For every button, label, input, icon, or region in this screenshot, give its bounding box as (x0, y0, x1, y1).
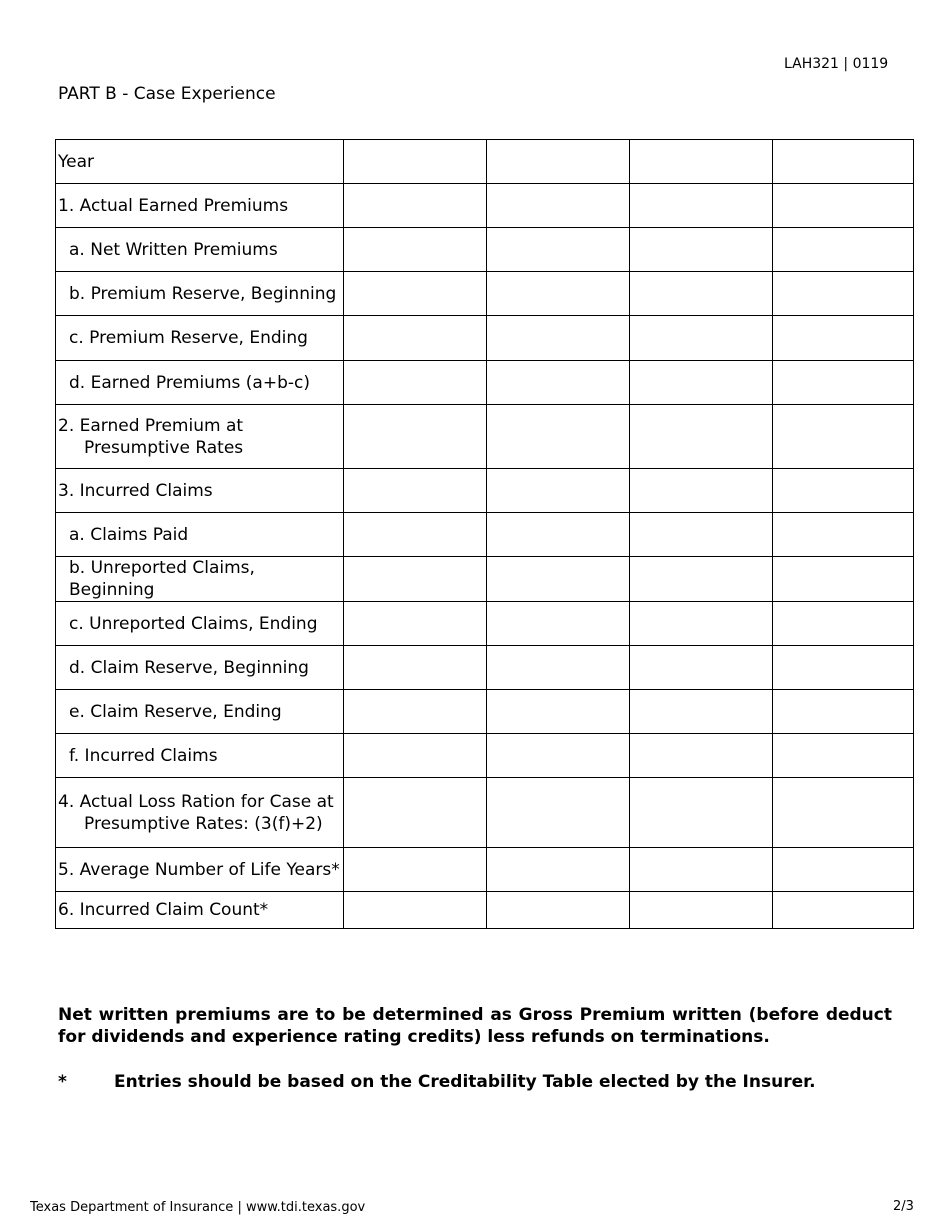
table-row (56, 646, 914, 690)
row-label: 1. Actual Earned Premiums (58, 195, 289, 216)
row-label-cell (56, 228, 344, 272)
entry-cell[interactable] (344, 513, 487, 557)
row-label-cell (56, 272, 344, 316)
entry-cell[interactable] (773, 646, 914, 690)
entry-cell[interactable] (344, 734, 487, 778)
table-row (56, 734, 914, 778)
entry-cell[interactable] (487, 690, 630, 734)
row-label-cell (56, 405, 344, 469)
entry-cell[interactable] (344, 316, 487, 361)
entry-cell[interactable] (344, 228, 487, 272)
entry-cell[interactable] (630, 469, 773, 513)
asterisk-marker: * (58, 1072, 67, 1092)
table-row (56, 690, 914, 734)
entry-cell[interactable] (773, 557, 914, 602)
entry-cell[interactable] (344, 140, 487, 184)
table-row (56, 184, 914, 228)
entry-cell[interactable] (773, 778, 914, 848)
row-label-cell (56, 892, 344, 929)
row-label-continued: Presumptive Rates (84, 437, 244, 458)
row-label: c. Unreported Claims, Ending (69, 613, 318, 634)
entry-cell[interactable] (773, 140, 914, 184)
row-label-cell (56, 140, 344, 184)
entry-cell[interactable] (344, 361, 487, 405)
entry-cell[interactable] (630, 557, 773, 602)
creditability-note-text: Entries should be based on the Creditability Table elected by the Insurer. (114, 1072, 816, 1092)
entry-cell[interactable] (344, 848, 487, 892)
entry-cell[interactable] (487, 892, 630, 929)
entry-cell[interactable] (487, 469, 630, 513)
entry-cell[interactable] (773, 272, 914, 316)
table-row (56, 513, 914, 557)
entry-cell[interactable] (630, 184, 773, 228)
table-row (56, 316, 914, 361)
row-label: e. Claim Reserve, Ending (69, 701, 282, 722)
entry-cell[interactable] (630, 848, 773, 892)
entry-cell[interactable] (630, 272, 773, 316)
row-label: f. Incurred Claims (69, 745, 218, 766)
row-label-cell (56, 734, 344, 778)
row-label-cell (56, 361, 344, 405)
case-experience-table (55, 139, 914, 929)
entry-cell[interactable] (773, 602, 914, 646)
entry-cell[interactable] (630, 361, 773, 405)
row-label: a. Net Written Premiums (69, 239, 278, 260)
table-row (56, 228, 914, 272)
row-label: b. Premium Reserve, Beginning (69, 283, 337, 304)
table-row (56, 469, 914, 513)
table-row (56, 140, 914, 184)
entry-cell[interactable] (773, 405, 914, 469)
entry-cell[interactable] (344, 272, 487, 316)
entry-cell[interactable] (630, 513, 773, 557)
entry-cell[interactable] (344, 557, 487, 602)
row-label-cell (56, 646, 344, 690)
entry-cell[interactable] (773, 513, 914, 557)
row-label-cell (56, 184, 344, 228)
creditability-note (58, 1071, 892, 1093)
row-label: Year (58, 151, 94, 172)
entry-cell[interactable] (773, 361, 914, 405)
entry-cell[interactable] (487, 513, 630, 557)
row-label: 6. Incurred Claim Count* (58, 900, 269, 920)
entry-cell[interactable] (344, 690, 487, 734)
row-label: c. Premium Reserve, Ending (69, 328, 308, 348)
row-label-cell (56, 316, 344, 361)
row-label: 2. Earned Premium at (58, 415, 244, 436)
entry-cell[interactable] (487, 228, 630, 272)
entry-cell[interactable] (630, 778, 773, 848)
entry-cell[interactable] (344, 602, 487, 646)
table-row (56, 557, 914, 602)
row-label-cell (56, 513, 344, 557)
entry-cell[interactable] (487, 272, 630, 316)
table-row (56, 405, 914, 469)
entry-cell[interactable] (773, 892, 914, 929)
entry-cell[interactable] (773, 734, 914, 778)
entry-cell[interactable] (487, 848, 630, 892)
row-label: 5. Average Number of Life Years* (58, 859, 340, 880)
entry-cell[interactable] (487, 140, 630, 184)
entry-cell[interactable] (630, 892, 773, 929)
entry-cell[interactable] (630, 228, 773, 272)
entry-cell[interactable] (487, 557, 630, 602)
net-written-premiums-note: Net written premiums are to be determined as Gross Premium written (before deduct for dividends and experience rating credits) less refunds on terminations. (58, 1005, 892, 1047)
table-row (56, 602, 914, 646)
row-label: d. Claim Reserve, Beginning (69, 657, 309, 678)
entry-cell[interactable] (773, 469, 914, 513)
entry-cell[interactable] (487, 405, 630, 469)
footer-agency: Texas Department of Insurance | www.tdi.texas.gov (30, 1200, 366, 1215)
entry-cell[interactable] (344, 646, 487, 690)
row-label: 4. Actual Loss Ration for Case at (58, 791, 334, 812)
row-label-cell (56, 778, 344, 848)
entry-cell[interactable] (487, 734, 630, 778)
entry-cell[interactable] (630, 690, 773, 734)
table-row (56, 361, 914, 405)
table-row (56, 778, 914, 848)
entry-cell[interactable] (630, 602, 773, 646)
row-label: b. Unreported Claims, Beginning (69, 558, 255, 600)
entry-cell[interactable] (773, 228, 914, 272)
entry-cell[interactable] (773, 848, 914, 892)
page-title: PART B - Case Experience (58, 84, 276, 104)
table-row (56, 272, 914, 316)
entry-cell[interactable] (344, 405, 487, 469)
entry-cell[interactable] (344, 892, 487, 929)
form-code: LAH321 | 0119 (784, 56, 889, 72)
entry-cell[interactable] (344, 184, 487, 228)
entry-cell[interactable] (487, 602, 630, 646)
entry-cell[interactable] (344, 778, 487, 848)
row-label-cell (56, 557, 344, 602)
row-label-cell (56, 602, 344, 646)
row-label: a. Claims Paid (69, 524, 189, 545)
entry-cell[interactable] (630, 405, 773, 469)
entry-cell[interactable] (773, 690, 914, 734)
page-number: 2/3 (893, 1199, 914, 1214)
table-row (56, 848, 914, 892)
entry-cell[interactable] (487, 316, 630, 361)
entry-cell[interactable] (487, 361, 630, 405)
entry-cell[interactable] (630, 316, 773, 361)
table-row (56, 892, 914, 929)
entry-cell[interactable] (487, 778, 630, 848)
row-label: 3. Incurred Claims (58, 480, 213, 501)
entry-cell[interactable] (344, 469, 487, 513)
entry-cell[interactable] (487, 646, 630, 690)
row-label: d. Earned Premiums (a+b-c) (69, 372, 310, 393)
row-label-cell (56, 690, 344, 734)
row-label-cell (56, 848, 344, 892)
entry-cell[interactable] (773, 184, 914, 228)
entry-cell[interactable] (630, 646, 773, 690)
entry-cell[interactable] (630, 734, 773, 778)
entry-cell[interactable] (487, 184, 630, 228)
entry-cell[interactable] (630, 140, 773, 184)
entry-cell[interactable] (773, 316, 914, 361)
row-label-continued: Presumptive Rates: (3(f)+2) (84, 813, 323, 834)
row-label-cell (56, 469, 344, 513)
